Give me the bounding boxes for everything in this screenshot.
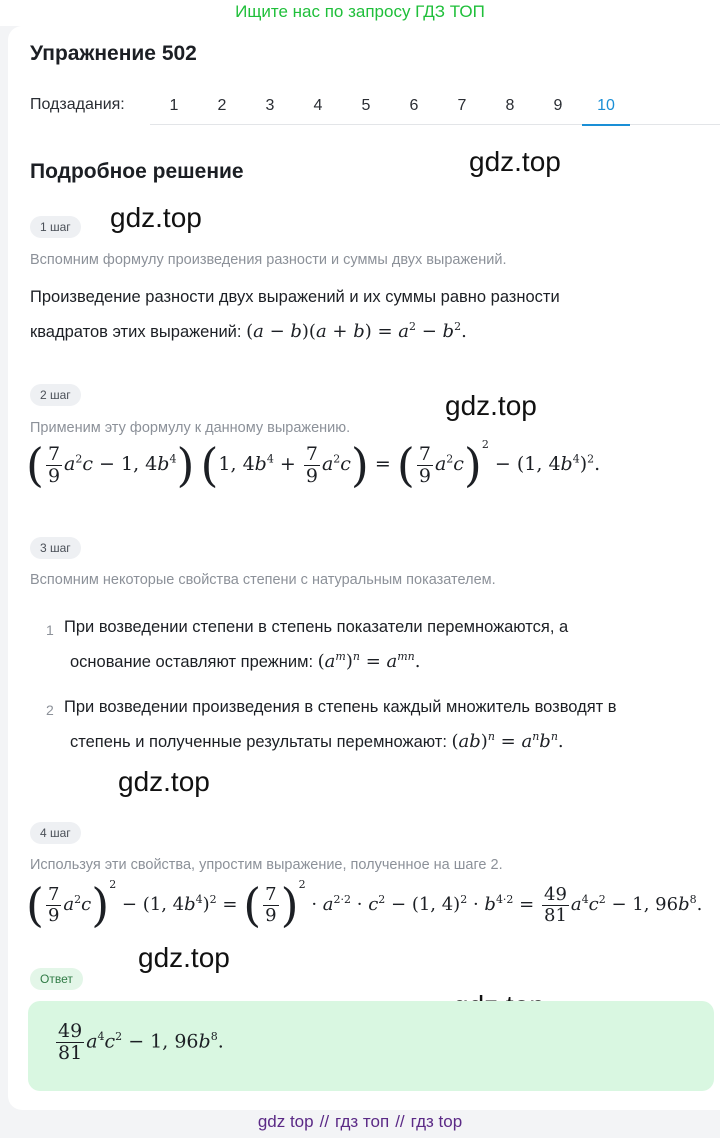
list-item-line (64, 642, 568, 677)
subtasks-tabs (150, 88, 720, 125)
separator: // (319, 1112, 330, 1131)
watermark: gdz.top (110, 202, 202, 233)
subtask-tab-7[interactable]: 7 (457, 97, 467, 114)
watermark: gdz.top (138, 942, 230, 973)
subtask-tab-5[interactable]: 5 (361, 97, 371, 114)
list-item-line: При возведении степени в степень показатели перемножаются, а (64, 618, 569, 636)
step-text-line: Произведение разности двух выражений и их суммы равно разности (30, 288, 560, 306)
answer-box (28, 1001, 714, 1091)
step-hint: Вспомним формулу произведения разности и суммы двух выражений. (30, 252, 507, 268)
step-badge: 3 шаг (30, 537, 81, 559)
list-item (64, 612, 568, 677)
step-badge: 1 шаг (30, 216, 81, 238)
list-number: 2 (46, 702, 54, 718)
solution-card (8, 26, 720, 1110)
formula: ( $\frac{7}{9}$ $a^2c - 1$, $4b^4$) (1, $4b^4$ + $\frac{7}{9}$ $a^2c$) = ( $\frac{7}{9}$ $a^2c)^2 - (1$, $4b^4)^2$. (26, 438, 601, 492)
subtask-tab-9[interactable]: 9 (553, 97, 563, 114)
step-text (30, 282, 560, 347)
top-banner: Ищите нас по запросу ГДЗ ТОП (0, 0, 720, 26)
step-text-line (30, 312, 560, 347)
list-item (64, 692, 617, 757)
list-number: 1 (46, 622, 54, 638)
step-badge: 4 шаг (30, 822, 81, 844)
watermark: gdz.top (445, 390, 537, 421)
watermark: gdz.top (118, 766, 210, 797)
bottom-links (0, 1112, 720, 1132)
exercise-title: Упражнение 502 (30, 42, 197, 65)
subtask-tab-8[interactable]: 8 (505, 97, 515, 114)
footer-link[interactable]: gdz top (257, 1112, 314, 1131)
step-text-line: квадратов этих выражений: (30, 323, 242, 341)
formula: $(a - b)(a + b) = a^2 - b^2$. (246, 320, 467, 342)
subtasks-label: Подзадания: (30, 96, 125, 113)
list-item-line: основание оставляют прежним: (70, 653, 314, 671)
step-hint: Используя эти свойства, упростим выражение, полученное на шаге 2. (30, 857, 503, 873)
subtask-tab-10[interactable]: 10 (582, 88, 630, 126)
watermark: gdz.top (469, 146, 561, 177)
subtask-tab-4[interactable]: 4 (313, 97, 323, 114)
subtask-tab-6[interactable]: 6 (409, 97, 419, 114)
step-hint: Применим эту формулу к данному выражению. (30, 420, 351, 436)
answer-badge: Ответ (30, 968, 83, 990)
footer-link[interactable]: гдз топ (335, 1112, 390, 1131)
subtask-tab-3[interactable]: 3 (265, 97, 275, 114)
answer-formula: $\frac{49}{81}$ $a^4c^2 - 1$, $96b^8$. (58, 1020, 224, 1064)
list-item-line: степень и полученные результаты перемножают: (70, 733, 447, 751)
list-item-line (64, 722, 617, 757)
formula: $(a^m)^n = a^{mn}$. (317, 650, 421, 672)
step-hint: Вспомним некоторые свойства степени с натуральным показателем. (30, 572, 496, 588)
footer-link[interactable]: гдз top (410, 1112, 463, 1131)
subtask-tab-2[interactable]: 2 (217, 97, 227, 114)
section-title: Подробное решение (30, 160, 244, 183)
formula: ( $\frac{7}{9}$ $a^2c)^2 - (1$, $4b^4)^2$ = ( $\frac{7}{9}$ )$^2 \cdot a^{2\cdot 2} \cdot c^2 - (1$, $4)^2 \cdot b^{4\cdot 2}$ = $\frac{49}{81}$ $a^4c^2 - 1$, $96b^8$. (26, 878, 703, 932)
subtask-tab-1[interactable]: 1 (169, 97, 179, 114)
list-item-line: При возведении произведения в степень каждый множитель возводят в (64, 698, 617, 716)
formula: $(ab)^n = a^nb^n$. (451, 730, 564, 752)
step-badge: 2 шаг (30, 384, 81, 406)
separator: // (395, 1112, 405, 1131)
